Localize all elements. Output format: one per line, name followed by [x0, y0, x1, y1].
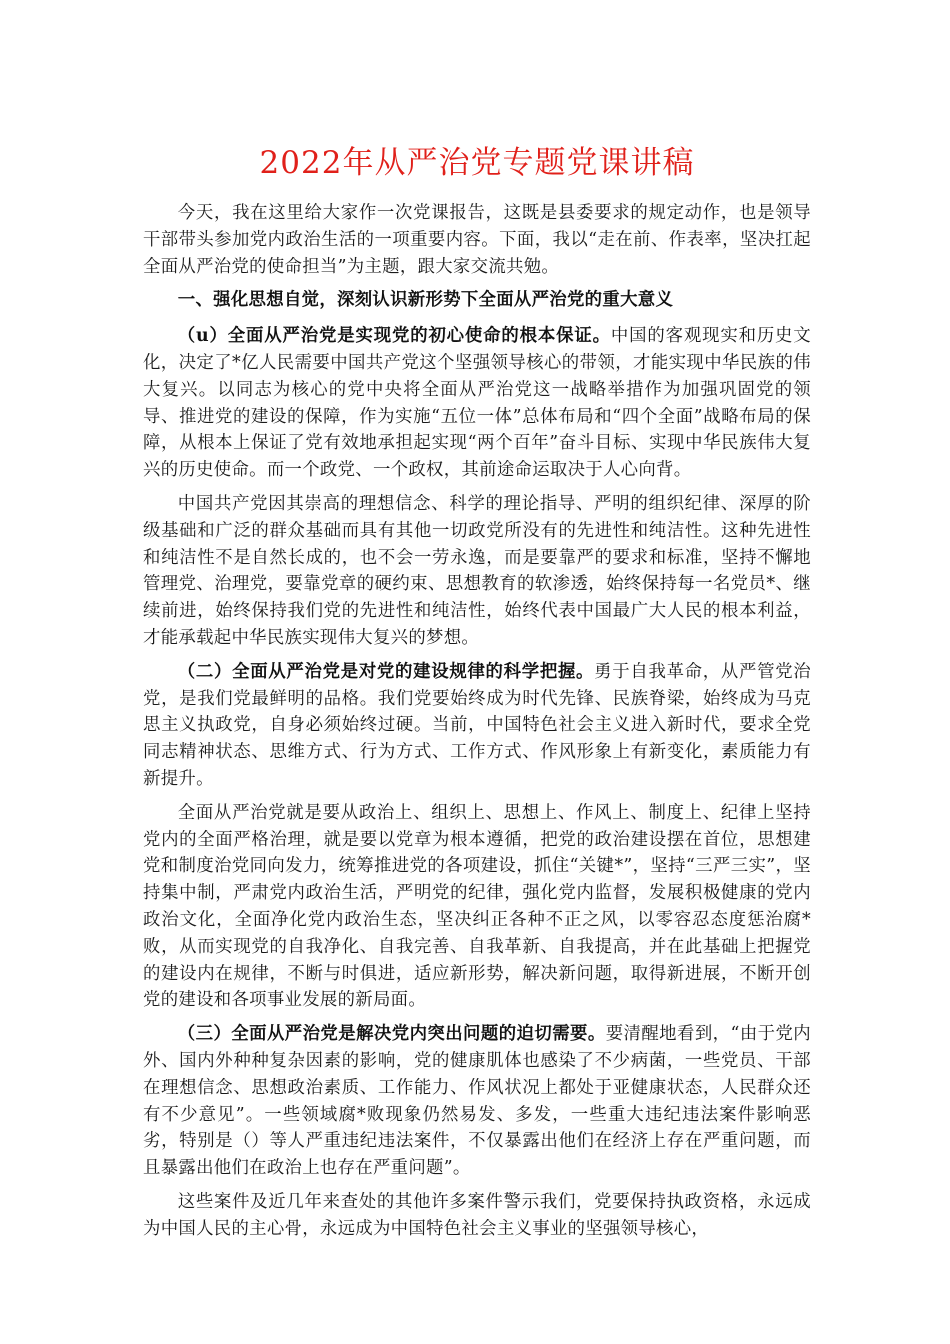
- paragraph-3: [143, 659, 811, 793]
- paragraph-2: 中国共产党因其崇高的理想信念、科学的理论指导、严明的组织纪律、深厚的阶级基础和广泛的群众基础而具有其他一切政党所没有的先进性和纯洁性。这种先进性和纯洁性不是自然长成的，也不会一劳永逸，而是要靠严的要求和标准，坚持不懈地管理党、治理党，要靠党章的硬约束、思想教育的软渗透，始终保持每一名党员*、继续前进，始终保持我们党的先进性和纯洁性，始终代表中国最广大人民的根本利益，才能承载起中华民族实现伟大复兴的梦想。: [143, 493, 811, 648]
- paragraph-4: 全面从严治党就是要从政治上、组织上、思想上、作风上、制度上、纪律上坚持党内的全面严格治理，就是要以党章为根本遵循，把党的政治建设摆在首位，思想建党和制度治党同向发力，统筹推进党的各项建设，抓住“关键*”，坚持“三严三实”，坚持集中制，严肃党内政治生活，严明党的纪律，强化党内监督，发展积极健康的党内政治文化，全面净化党内政治生态，坚决纠正各种不正之风，以零容忍态度惩治腐*败，从而实现党的自我净化、自我完善、自我革新、自我提高，并在此基础上把握党的建设内在规律，不断与时俱进，适应新形势，解决新问题，取得新进展，不断开创党的建设和各项事业发展的新局面。: [143, 802, 811, 1011]
- paragraph-3-body: 勇于自我革命，从严管党治党，是我们党最鲜明的品格。我们党要始终成为时代先锋、民族脊梁，始终成为马克思主义执政党，自身必须始终过硬。当前，中国特色社会主义进入新时代，要求全党同志精神状态、思维方式、行为方式、工作方式、作风形象上有新变化，素质能力有新提升。: [143, 661, 811, 789]
- paragraph-5: [143, 1021, 811, 1182]
- paragraph-1: [143, 323, 811, 484]
- paragraph-5-lead: （三）全面从严治党是解决党内突出问题的迫切需要。: [177, 1024, 606, 1045]
- paragraph-1-body: 中国的客观现实和历史文化，决定了*亿人民需要中国共产党这个坚强领导核心的带领，才能实现中华民族的伟大复兴。以同志为核心的党中央将全面从严治党这一战略举措作为加强巩固党的领导、推进党的建设的保障，作为实施“五位一体”总体布局和“四个全面”战略布局的保障，从根本上保证了党有效地承担起实现“两个百年”奋斗目标、实现中华民族伟大复兴的历史使命。而一个政党、一个政权，其前途命运取决于人心向背。: [143, 326, 811, 481]
- document-title: 2022年从严治党专题党课讲稿: [259, 145, 695, 181]
- document-content: [143, 138, 811, 1249]
- paragraph-5-body: 要清醒地看到，“由于党内外、国内外种种复杂因素的影响，党的健康肌体也感染了不少病菌，一些党员、干部在理想信念、思想政治素质、工作能力、作风状况上都处于亚健康状态，人民群众还有不少意见”。一些领域腐*败现象仍然易发、多发，一些重大违纪违法案件影响恶劣，特别是（）等人严重违纪违法案件，不仅暴露出他们在经济上存在严重问题，而且暴露出他们在政治上也存在严重问题”。: [143, 1024, 811, 1179]
- intro-paragraph: 今天，我在这里给大家作一次党课报告，这既是县委要求的规定动作，也是领导干部带头参加党内政治生活的一项重要内容。下面，我以“走在前、作表率，坚决扛起全面从严治党的使命担当”为主题，跟大家交流共勉。: [143, 203, 811, 277]
- paragraph-3-lead: （二）全面从严治党是对党的建设规律的科学把握。: [177, 661, 595, 682]
- paragraph-6: 这些案件及近几年来查处的其他许多案件警示我们，党要保持执政资格，永远成为中国人民的主心骨，永远成为中国特色社会主义事业的坚强领导核心，: [143, 1191, 811, 1239]
- section-heading-1: 一、强化思想自觉，深刻认识新形势下全面从严治党的重大意义: [177, 290, 674, 311]
- paragraph-1-lead: （u）全面从严治党是实现党的初心使命的根本保证。: [177, 326, 611, 347]
